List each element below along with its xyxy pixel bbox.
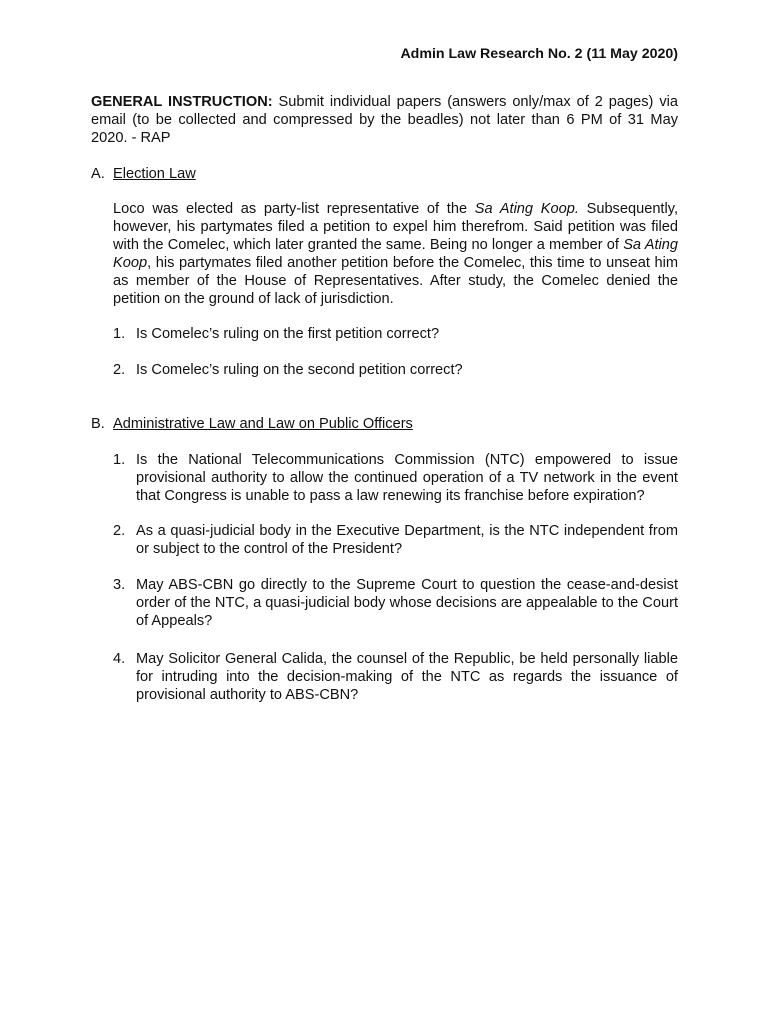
document-header: Admin Law Research No. 2 (11 May 2020) xyxy=(400,46,678,62)
question-number: 2. xyxy=(113,523,126,539)
question-text: May Solicitor General Calida, the counsel of the Republic, be held personally liable for intruding into the decision-making of the NTC as regards the issuance of provisional authority to ABS-CBN? xyxy=(136,651,678,703)
question-text: Is Comelec’s ruling on the first petition correct? xyxy=(136,326,440,342)
general-instruction xyxy=(91,93,678,147)
question-text: Is Comelec’s ruling on the second petition correct? xyxy=(136,362,463,378)
question-number: 1. xyxy=(113,326,126,342)
question-text: As a quasi-judicial body in the Executive Department, is the NTC independent from or subject to the control of the President? xyxy=(136,523,678,557)
section-a-letter: A. xyxy=(91,166,105,182)
question-number: 3. xyxy=(113,577,126,593)
party-name-2: Sa Ating Koop xyxy=(113,237,678,271)
party-name-1: Sa Ating Koop. xyxy=(474,201,579,217)
facts-text-1: Loco was elected as party-list representative of the xyxy=(113,201,475,217)
question-text: May ABS-CBN go directly to the Supreme Court to question the cease-and-desist order of the NTC, a quasi-judicial body whose decisions are appealable to the Court of Appeals? xyxy=(136,577,678,629)
instruction-text: Submit individual papers (answers only/max of 2 pages) via email (to be collected and compressed by the beadles) not later than 6 PM of 31 May 2020. - RAP xyxy=(91,94,678,146)
question-number: 1. xyxy=(113,452,126,468)
section-b-question-1 xyxy=(113,451,678,505)
question-text: Is the National Telecommunications Commission (NTC) empowered to issue provisional authority to allow the continued operation of a TV network in the event that Congress is unable to pass a law renewing its franchise before expiration? xyxy=(136,452,678,504)
instruction-label: GENERAL INSTRUCTION: xyxy=(91,94,273,110)
section-a-question-2 xyxy=(113,361,678,379)
question-number: 2. xyxy=(113,362,126,378)
section-b-question-3 xyxy=(113,576,678,630)
section-a-heading xyxy=(91,165,196,183)
section-a-title: Election Law xyxy=(113,166,196,182)
section-a-question-1 xyxy=(113,325,678,343)
section-b-heading xyxy=(91,415,413,433)
section-b-title: Administrative Law and Law on Public Officers xyxy=(113,416,413,432)
section-b-letter: B. xyxy=(91,416,105,432)
section-b-question-2 xyxy=(113,522,678,558)
facts-text-2: Subsequently, however, his partymates filed a petition to expel him therefrom. Said petition was filed with the Comelec, which later granted the same. Being no longer a member of xyxy=(113,201,679,253)
question-number: 4. xyxy=(113,651,126,667)
section-b-question-4 xyxy=(113,650,678,704)
section-a-facts xyxy=(113,200,678,308)
facts-text-3: , his partymates filed another petition before the Comelec, this time to unseat him as member of the House of Representatives. After study, the Comelec denied the petition on the ground of lack of jurisdiction. xyxy=(113,255,678,307)
